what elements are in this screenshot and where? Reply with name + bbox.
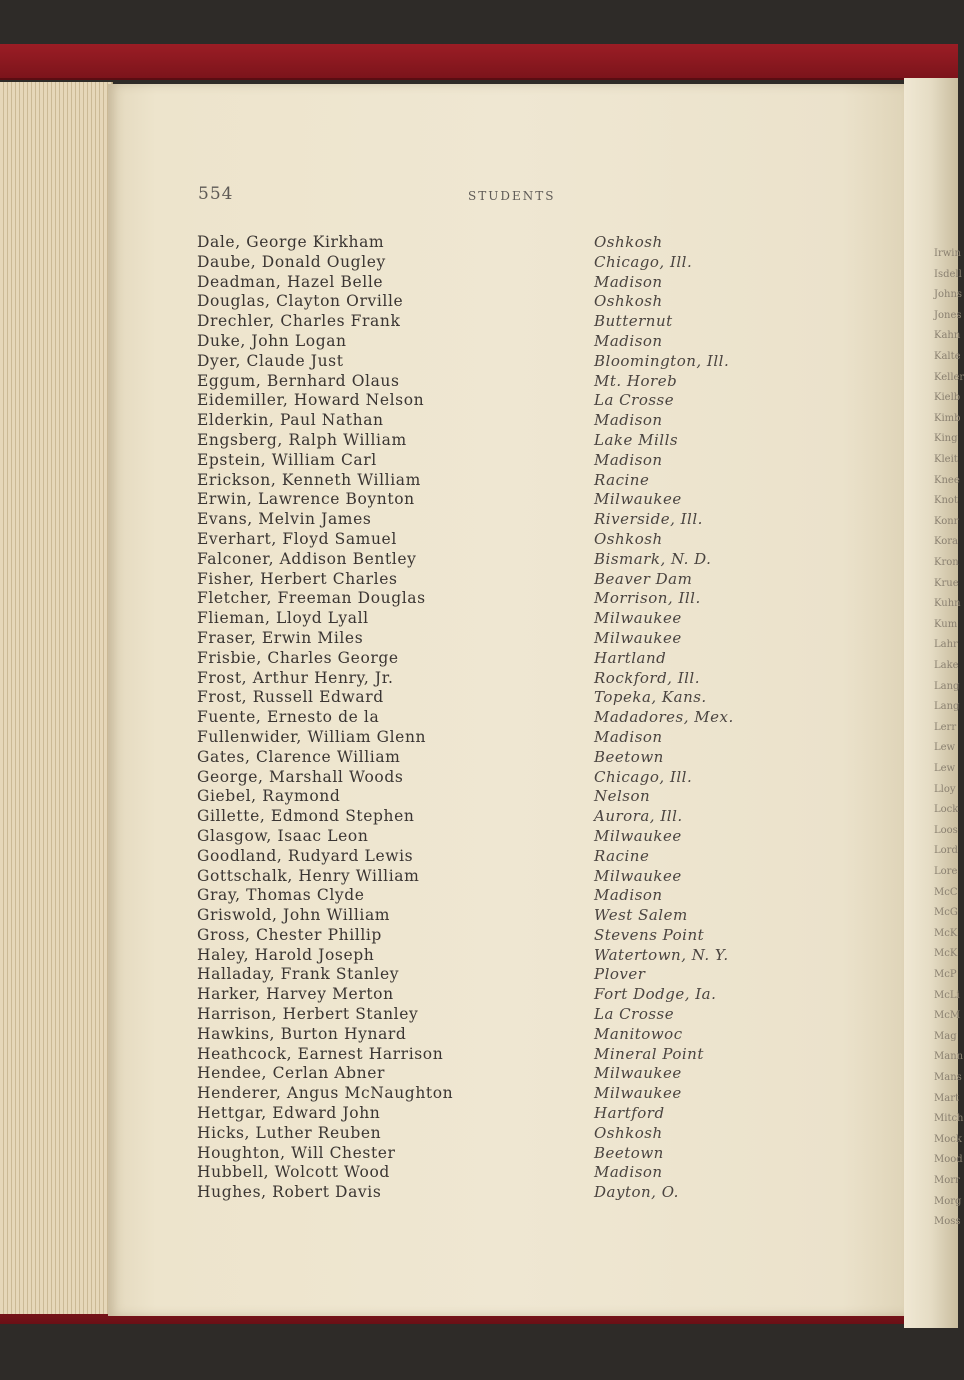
student-name: Hicks, Luther Reuben <box>197 1123 382 1142</box>
list-item <box>197 550 757 570</box>
facing-page-fragment: Krue <box>934 577 959 589</box>
list-item <box>197 411 757 431</box>
student-name: Engsberg, Ralph William <box>197 430 407 449</box>
student-hometown: Beetown <box>594 747 664 766</box>
student-hometown: Beaver Dam <box>594 569 693 588</box>
student-hometown: Bloomington, Ill. <box>594 351 730 370</box>
student-hometown: Topeka, Kans. <box>594 688 707 707</box>
student-hometown: Lake Mills <box>594 430 679 449</box>
list-item <box>197 886 757 906</box>
facing-page-fragment: Irwin <box>934 248 961 259</box>
facing-page-fragment: Kahn <box>934 330 961 342</box>
student-hometown: Bismark, N. D. <box>594 549 712 568</box>
student-hometown: Milwaukee <box>594 1064 682 1083</box>
book-cover-top <box>0 44 958 80</box>
student-hometown: Milwaukee <box>594 866 682 885</box>
student-name: Erickson, Kenneth William <box>197 470 421 489</box>
student-hometown: Milwaukee <box>594 490 682 509</box>
facing-page-fragment: Mart <box>934 1092 959 1104</box>
student-hometown: Oshkosh <box>594 529 663 548</box>
facing-page-fragment: Mans <box>934 1072 962 1083</box>
student-name: Gross, Chester Phillip <box>197 925 382 944</box>
facing-page-fragment: Lloy <box>934 783 956 795</box>
student-name: Frost, Arthur Henry, Jr. <box>197 668 394 687</box>
facing-page-fragment: Mock <box>934 1133 962 1145</box>
student-name: Drechler, Charles Frank <box>197 312 401 331</box>
student-hometown: Dayton, O. <box>594 1183 679 1202</box>
student-name: Harrison, Herbert Stanley <box>197 1005 419 1024</box>
list-item <box>197 946 757 966</box>
student-name: Dyer, Claude Just <box>197 351 344 370</box>
list-item <box>197 352 757 372</box>
student-name: Gottschalk, Henry William <box>197 866 420 885</box>
list-item <box>197 688 757 708</box>
student-name: George, Marshall Woods <box>197 767 404 786</box>
facing-page-fragment: Kuhn <box>934 598 961 610</box>
facing-page-fragment: Konr <box>934 515 959 527</box>
student-hometown: Beetown <box>594 1143 664 1162</box>
list-item <box>197 807 757 827</box>
facing-page-fragment: Kielb <box>934 392 961 404</box>
student-hometown: Madison <box>594 411 663 430</box>
student-name: Falconer, Addison Bentley <box>197 549 417 568</box>
student-hometown: Mineral Point <box>594 1044 704 1063</box>
student-hometown: Hartland <box>594 648 667 667</box>
list-item <box>197 1183 757 1203</box>
facing-page-fragment: Kleit <box>934 454 958 465</box>
list-item <box>197 1124 757 1144</box>
student-hometown: Madison <box>594 272 663 291</box>
student-hometown: Rockford, Ill. <box>594 668 700 687</box>
student-hometown: Milwaukee <box>594 1084 682 1103</box>
list-item <box>197 372 757 392</box>
student-name: Gates, Clarence William <box>197 747 401 766</box>
facing-page-edge <box>904 78 964 1328</box>
facing-page-fragment: Jones <box>934 309 962 321</box>
student-hometown: Milwaukee <box>594 826 682 845</box>
list-item <box>197 609 757 629</box>
facing-page-fragment: Lang <box>934 701 960 713</box>
student-name: Frisbie, Charles George <box>197 648 399 667</box>
facing-page-fragment: Kum <box>934 618 958 630</box>
student-hometown: Milwaukee <box>594 609 682 628</box>
facing-page-fragment: Kalte <box>934 351 961 362</box>
student-hometown: Madison <box>594 1163 663 1182</box>
page-header <box>198 184 758 208</box>
student-name: Haley, Harold Joseph <box>197 945 375 964</box>
student-hometown: Morrison, Ill. <box>594 589 701 608</box>
student-name: Daube, Donald Ougley <box>197 252 386 271</box>
student-name: Halladay, Frank Stanley <box>197 965 400 984</box>
facing-page-fragment: McG <box>934 907 958 919</box>
list-item <box>197 253 757 273</box>
student-name: Hawkins, Burton Hynard <box>197 1024 407 1043</box>
student-hometown: Oshkosh <box>594 233 663 251</box>
list-item <box>197 847 757 867</box>
list-item <box>197 471 757 491</box>
facing-page-fragment: McC <box>934 886 958 898</box>
running-head: STUDENTS <box>468 189 556 203</box>
student-hometown: Manitowoc <box>594 1024 683 1043</box>
student-name: Epstein, William Carl <box>197 450 377 469</box>
student-name: Fraser, Erwin Miles <box>197 628 364 647</box>
student-name: Dale, George Kirkham <box>197 233 385 251</box>
facing-page-fragment: Mag <box>934 1030 957 1042</box>
student-hometown: Madison <box>594 450 663 469</box>
facing-page-fragment: Johns <box>934 289 963 301</box>
facing-page-fragment: Lock <box>934 804 959 816</box>
facing-page-fragment: Kimb <box>934 412 961 424</box>
student-hometown: Stevens Point <box>594 925 705 944</box>
student-hometown: La Crosse <box>594 391 675 410</box>
list-item <box>197 867 757 887</box>
student-name: Douglas, Clayton Orville <box>197 292 404 311</box>
list-item <box>197 1144 757 1164</box>
list-item <box>197 1045 757 1065</box>
list-item <box>197 233 757 253</box>
list-item <box>197 1025 757 1045</box>
list-item <box>197 827 757 847</box>
facing-page-fragment: Kora <box>934 536 958 548</box>
facing-page-fragment: Lahr <box>934 639 958 651</box>
facing-page-fragment: Keller <box>934 371 964 383</box>
student-hometown: Chicago, Ill. <box>594 767 693 786</box>
facing-page-fragment: Lake <box>934 660 959 671</box>
facing-page-fragment: Lew <box>934 763 956 774</box>
list-item <box>197 787 757 807</box>
student-name: Fisher, Herbert Charles <box>197 569 398 588</box>
student-name: Harker, Harvey Merton <box>197 985 394 1004</box>
list-item <box>197 926 757 946</box>
student-name: Evans, Melvin James <box>197 510 372 529</box>
facing-page-fragment: Morr <box>934 1175 960 1186</box>
list-item <box>197 708 757 728</box>
student-name: Griswold, John William <box>197 906 391 925</box>
facing-page-fragment: McK <box>934 948 958 960</box>
student-list <box>197 233 757 1203</box>
student-name: Hettgar, Edward John <box>197 1104 381 1123</box>
page-edges <box>0 82 113 1314</box>
student-name: Goodland, Rudyard Lewis <box>197 846 414 865</box>
student-name: Hubbell, Wolcott Wood <box>197 1163 390 1182</box>
facing-page-fragment: Knee <box>934 474 960 486</box>
facing-page-fragment: Mitch <box>934 1113 964 1125</box>
student-name: Fuente, Ernesto de la <box>197 708 380 727</box>
student-name: Giebel, Raymond <box>197 787 341 806</box>
student-hometown: Chicago, Ill. <box>594 252 693 271</box>
list-item <box>197 1064 757 1084</box>
list-item <box>197 273 757 293</box>
list-item <box>197 1104 757 1124</box>
facing-page-fragment: Lore <box>934 866 958 877</box>
list-item <box>197 1163 757 1183</box>
student-hometown: Madison <box>594 886 663 905</box>
student-hometown: Madison <box>594 331 663 350</box>
list-item <box>197 768 757 788</box>
facing-page-fragment: Isdell <box>934 268 962 280</box>
student-name: Hughes, Robert Davis <box>197 1183 382 1202</box>
page-number: 554 <box>198 184 234 204</box>
facing-page-fragment: McM <box>934 1010 961 1022</box>
student-hometown: Aurora, Ill. <box>594 807 683 826</box>
facing-page-fragment: Knot <box>934 495 958 507</box>
list-item <box>197 312 757 332</box>
list-item <box>197 332 757 352</box>
facing-page-fragment: McP <box>934 969 957 980</box>
student-hometown: Racine <box>594 470 650 489</box>
student-hometown: Oshkosh <box>594 1123 663 1142</box>
student-name: Erwin, Lawrence Boynton <box>197 490 415 509</box>
student-hometown: Madadores, Mex. <box>594 708 734 727</box>
student-hometown: La Crosse <box>594 1005 675 1024</box>
list-item <box>197 490 757 510</box>
student-name: Frost, Russell Edward <box>197 688 384 707</box>
student-name: Hendee, Cerlan Abner <box>197 1064 386 1083</box>
facing-page-fragment: Mood <box>934 1154 963 1166</box>
student-hometown: Watertown, N. Y. <box>594 945 729 964</box>
student-name: Henderer, Angus McNaughton <box>197 1084 454 1103</box>
student-hometown: Riverside, Ill. <box>594 510 703 529</box>
list-item <box>197 965 757 985</box>
list-item <box>197 1084 757 1104</box>
list-item <box>197 748 757 768</box>
list-item <box>197 649 757 669</box>
list-item <box>197 431 757 451</box>
student-hometown: Nelson <box>594 787 651 806</box>
facing-page-fragment: Kron <box>934 557 959 568</box>
facing-page-fragment: Lerr <box>934 721 957 733</box>
facing-page-fragment: Lord <box>934 845 958 857</box>
student-hometown: Oshkosh <box>594 292 663 311</box>
facing-page-fragment: King <box>934 433 958 445</box>
list-item <box>197 530 757 550</box>
student-name: Glasgow, Isaac Leon <box>197 826 369 845</box>
facing-page-fragment: Lang <box>934 680 960 692</box>
list-item <box>197 985 757 1005</box>
facing-page-fragment: Lew <box>934 742 956 754</box>
list-item <box>197 1005 757 1025</box>
student-hometown: Madison <box>594 727 663 746</box>
list-item <box>197 570 757 590</box>
student-hometown: Plover <box>594 965 646 984</box>
list-item <box>197 906 757 926</box>
student-name: Fletcher, Freeman Douglas <box>197 589 426 608</box>
student-name: Eggum, Bernhard Olaus <box>197 371 400 390</box>
student-name: Heathcock, Earnest Harrison <box>197 1044 444 1063</box>
facing-page-fragment: Moss <box>934 1216 961 1228</box>
student-name: Fullenwider, William Glenn <box>197 727 427 746</box>
facing-page-fragment: McK <box>934 927 958 939</box>
facing-page-fragment: Morg <box>934 1195 962 1207</box>
student-hometown: West Salem <box>594 906 688 925</box>
student-hometown: Butternut <box>594 312 673 331</box>
facing-page-fragment: McLi <box>934 989 960 1001</box>
list-item <box>197 589 757 609</box>
student-hometown: Racine <box>594 846 650 865</box>
list-item <box>197 510 757 530</box>
list-item <box>197 669 757 689</box>
student-name: Houghton, Will Chester <box>197 1143 396 1162</box>
student-name: Flieman, Lloyd Lyall <box>197 609 369 628</box>
student-name: Everhart, Floyd Samuel <box>197 529 397 548</box>
facing-page-fragment: Mann <box>934 1051 964 1063</box>
student-name: Deadman, Hazel Belle <box>197 272 384 291</box>
list-item <box>197 391 757 411</box>
student-name: Gray, Thomas Clyde <box>197 886 365 905</box>
student-name: Elderkin, Paul Nathan <box>197 411 384 430</box>
list-item <box>197 728 757 748</box>
student-hometown: Hartford <box>594 1104 665 1123</box>
student-name: Duke, John Logan <box>197 331 347 350</box>
student-name: Gillette, Edmond Stephen <box>197 807 415 826</box>
list-item <box>197 451 757 471</box>
student-hometown: Fort Dodge, Ia. <box>594 985 717 1004</box>
student-hometown: Milwaukee <box>594 628 682 647</box>
facing-page-fragment: Loos <box>934 824 958 836</box>
list-item <box>197 629 757 649</box>
list-item <box>197 292 757 312</box>
student-name: Eidemiller, Howard Nelson <box>197 391 425 410</box>
student-hometown: Mt. Horeb <box>594 371 678 390</box>
